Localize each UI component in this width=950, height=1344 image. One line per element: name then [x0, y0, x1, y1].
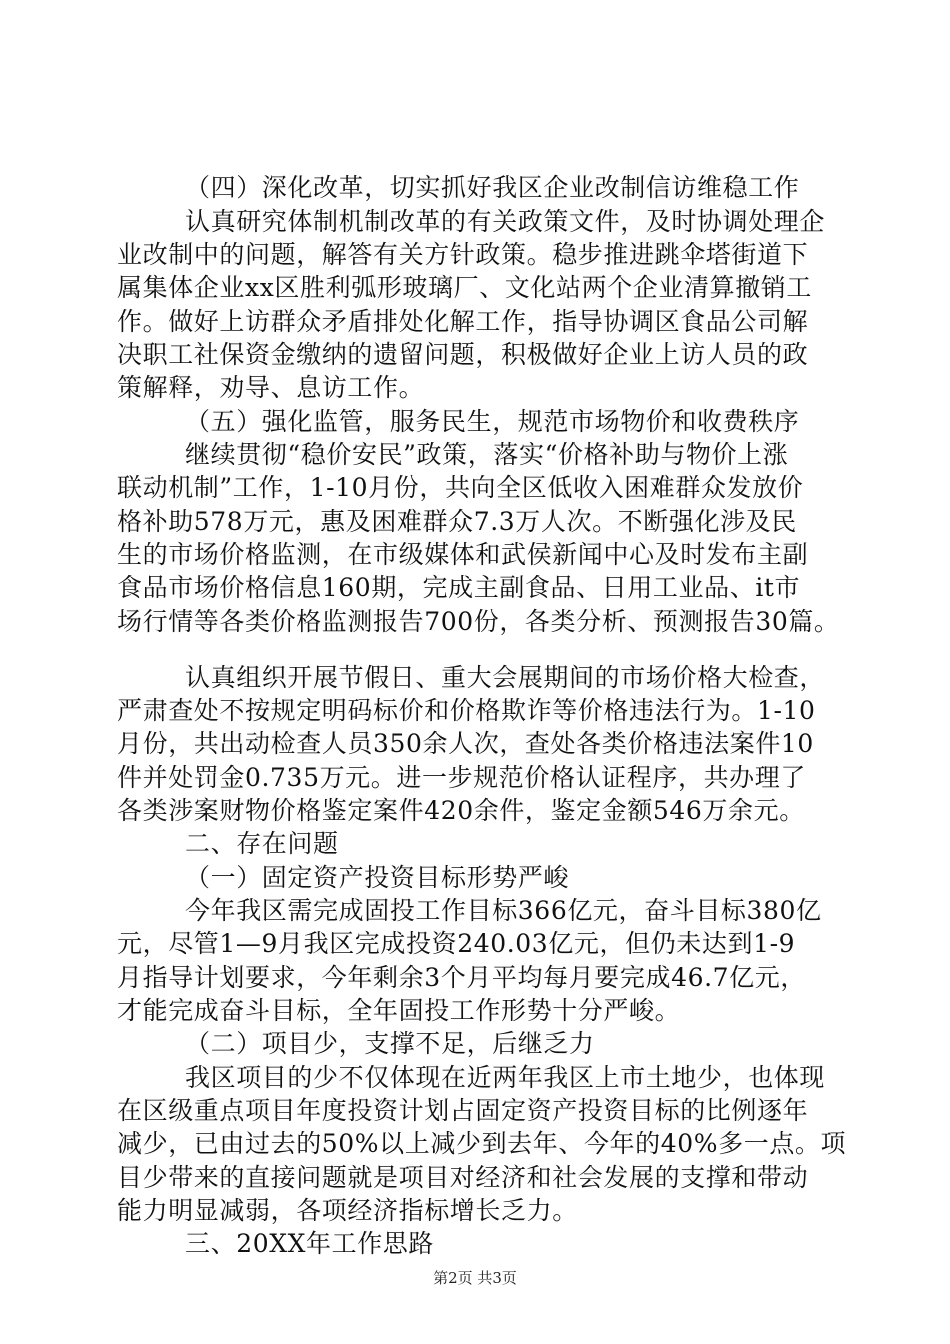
section-heading: 三、20XX年工作思路	[185, 1229, 435, 1258]
section-heading: （二）项目少，支撑不足，后继乏力	[185, 1029, 595, 1058]
section-heading: （五）强化监管，服务民生，规范市场物价和收费秩序	[185, 407, 800, 436]
paragraph-line: 严肃查处不按规定明码标价和价格欺诈等价格违法行为。1-10	[117, 696, 816, 725]
paragraph-line: 目少带来的直接问题就是项目对经济和社会发展的支撑和带动	[117, 1163, 809, 1192]
paragraph-line: 策解释，劝导、息访工作。	[117, 373, 425, 402]
paragraph-line: 业改制中的问题，解答有关方针政策。稳步推进跳伞塔街道下	[117, 240, 809, 269]
paragraph-line: 今年我区需完成固投工作目标366亿元，奋斗目标380亿	[185, 896, 822, 925]
section-heading: （四）深化改革，切实抓好我区企业改制信访维稳工作	[185, 173, 800, 202]
paragraph-line: 认真组织开展节假日、重大会展期间的市场价格大检查，	[185, 663, 826, 692]
section-heading: （一）固定资产投资目标形势严峻	[185, 863, 570, 892]
paragraph-line: 我区项目的少不仅体现在近两年我区上市土地少，也体现	[185, 1063, 826, 1092]
paragraph-line: 场行情等各类价格监测报告700份，各类分析、预测报告30篇。	[117, 607, 840, 636]
paragraph-line: 认真研究体制机制改革的有关政策文件，及时协调处理企	[185, 207, 826, 236]
paragraph-line: 各类涉案财物价格鉴定案件420余件，鉴定金额546万余元。	[117, 796, 805, 825]
paragraph-line: 件并处罚金0.735万元。进一步规范价格认证程序，共办理了	[117, 763, 806, 792]
paragraph-line: 元，尽管1—9月我区完成投资240.03亿元，但仍未达到1-9	[117, 929, 796, 958]
section-heading: 二、存在问题	[185, 829, 339, 858]
page-number-label: 第2页 共3页	[433, 1269, 517, 1287]
paragraph-line: 能力明显减弱，各项经济指标增长乏力。	[117, 1196, 578, 1225]
paragraph-line: 继续贯彻“稳价安民”政策，落实“价格补助与物价上涨	[185, 440, 789, 469]
paragraph-line: 月指导计划要求，今年剩余3个月平均每月要完成46.7亿元，	[117, 963, 806, 992]
paragraph-line: 在区级重点项目年度投资计划占固定资产投资目标的比例逐年	[117, 1096, 809, 1125]
paragraph-line: 决职工社保资金缴纳的遗留问题，积极做好企业上访人员的政	[117, 340, 809, 369]
page-footer	[0, 1268, 950, 1288]
paragraph-line: 减少，已由过去的50%以上减少到去年、今年的40%多一点。项	[117, 1129, 847, 1158]
paragraph-line: 格补助578万元，惠及困难群众7.3万人次。不断强化涉及民	[117, 507, 797, 536]
paragraph-line: 作。做好上访群众矛盾排处化解工作，指导协调区食品公司解	[117, 307, 809, 336]
paragraph-line: 属集体企业xx区胜利弧形玻璃厂、文化站两个企业清算撤销工	[117, 273, 813, 302]
paragraph-line: 生的市场价格监测，在市级媒体和武侯新闻中心及时发布主副	[117, 540, 809, 569]
paragraph-line: 联动机制”工作，1-10月份，共向全区低收入困难群众发放价	[117, 473, 804, 502]
paragraph-line: 才能完成奋斗目标，全年固投工作形势十分严峻。	[117, 996, 681, 1025]
paragraph-line: 食品市场价格信息160期，完成主副食品、日用工业品、it市	[117, 573, 801, 602]
paragraph-line: 月份，共出动检查人员350余人次，查处各类价格违法案件10	[117, 729, 814, 758]
